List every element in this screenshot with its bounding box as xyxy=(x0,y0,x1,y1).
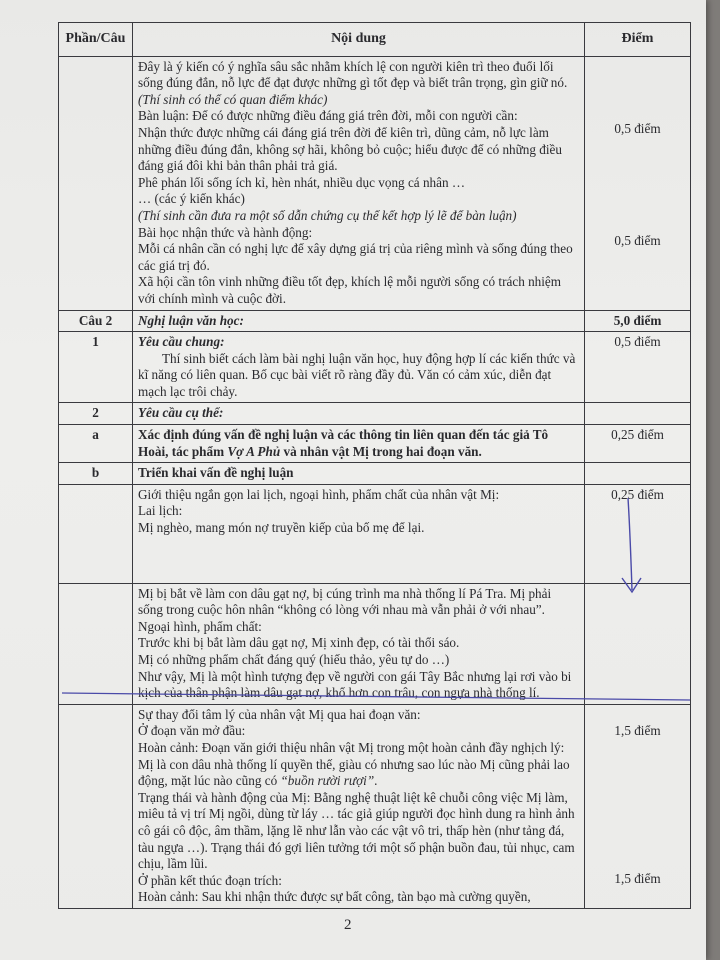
item-a-text-1: Xác định đúng vấn đề nghị luận và các thông tin liên quan đến tác giả Tô Hoài, tác phẩm xyxy=(138,427,549,459)
table-row-item-a xyxy=(59,425,691,463)
psych-state: Trạng thái và hành động của Mị: Bằng nghệ thuật liệt kê chuỗi công việc Mị làm, miêu tả vị trí Mị ngồi, dùng từ láy … tác giả giúp người đọc hình dung ra hình ảnh cô gái cô độc, âm thầm, lặng lẽ như lẫn vào các vật vô tri, thấp hèn (như tảng đá, tàu ngựa …). Trạng thái đó gợi liên tưởng tới một số phận buồn đau, tủi nhục, cam chịu, lầm lũi. xyxy=(138,789,575,872)
psych-sub-opening: Ở đoạn văn mở đầu: xyxy=(138,723,246,739)
page-number: 2 xyxy=(344,917,352,933)
mi-line: Trước khi bị bắt làm dâu gạt nợ, Mị xinh đẹp, có tài thổi sáo. xyxy=(138,635,460,651)
item-a-score: 0,25 điểm xyxy=(585,425,691,463)
answer-key-table xyxy=(58,22,691,909)
psych-context xyxy=(138,740,579,790)
score-cell-empty xyxy=(585,583,691,704)
item-b-line: Giới thiệu ngắn gọn lai lịch, ngoại hình, phẩm chất của nhân vật Mị: xyxy=(138,486,500,502)
table-row-item1 xyxy=(59,332,691,403)
item1-content xyxy=(133,332,585,403)
header-section: Phần/Câu xyxy=(59,23,133,57)
psych-quote: “buồn rười rượi” xyxy=(280,773,375,789)
score-value: 1,5 điểm xyxy=(614,722,661,738)
psych-sub-ending: Ở phần kết thúc đoạn trích: xyxy=(138,872,282,888)
header-score: Điểm xyxy=(585,23,691,57)
item1-title: Yêu cầu chung: xyxy=(138,334,225,350)
header-content: Nội dung xyxy=(133,23,585,57)
item-a-content xyxy=(133,425,585,463)
argument-score-cell xyxy=(585,56,691,310)
section-cell-empty xyxy=(59,583,133,704)
mi-line: Ngoại hình, phẩm chất: xyxy=(138,618,262,634)
argument-line: Phê phán lối sống ích kỉ, hèn nhát, nhiều dục vọng cá nhân … xyxy=(138,174,466,190)
argument-line: (Thí sinh cần đưa ra một số dẫn chứng cụ thể kết hợp lý lẽ để bàn luận) xyxy=(138,207,517,223)
table-row-item-b xyxy=(59,463,691,485)
argument-line: … (các ý kiến khác) xyxy=(138,191,245,207)
table-row-psychology xyxy=(59,704,691,908)
item-b-intro-content xyxy=(133,484,585,583)
table-row-item-b-intro xyxy=(59,484,691,583)
mi-line: Mị bị bắt về làm con dâu gạt nợ, bị cúng trình ma nhà thống lí Pá Tra. Mị phải sống trong cuộc hôn nhân “không có lòng với nhau mà vẫn phải ở với nhau”. xyxy=(138,585,552,618)
table-row-item2 xyxy=(59,403,691,425)
table-row-cau2 xyxy=(59,310,691,332)
item1-label: 1 xyxy=(59,332,133,403)
table-header-row xyxy=(59,23,691,57)
argument-line: (Thí sinh có thể có quan điểm khác) xyxy=(138,91,328,107)
cau2-score: 5,0 điểm xyxy=(585,310,691,332)
psych-context-end: . xyxy=(374,773,378,789)
score-value: 1,5 điểm xyxy=(614,871,661,887)
argument-line: Nhận thức được những cái đáng giá trên đời để kiên trì, dũng cảm, nỗ lực làm những điều đúng đắn, không sợ hãi, không bỏ cuộc; hiểu được để có những điều đáng giá đôi khi bản thân phải trả giá. xyxy=(138,124,562,174)
mi-line: Mị có những phẩm chất đáng quý (hiếu thảo, yêu tự do …) xyxy=(138,652,450,667)
item2-label: 2 xyxy=(59,403,133,425)
mi-line: Như vậy, Mị là một hình tượng đẹp về người con gái Tây Bắc nhưng lại rơi vào bi kịch của thân phận làm dâu gạt nợ, khổ hơn con trâu, con ngựa nhà thống lí. xyxy=(138,668,572,701)
item-a-work-title: Vợ A Phủ xyxy=(227,443,281,459)
score-value: 0,5 điểm xyxy=(614,233,661,249)
argument-line: Mỗi cá nhân cần có nghị lực để xây dựng giá trị của riêng mình và sống đúng theo các giá trị đó. xyxy=(138,241,573,273)
argument-content xyxy=(133,56,585,310)
item1-score: 0,5 điểm xyxy=(585,332,691,403)
blank-gap xyxy=(138,537,579,581)
argument-line: Bàn luận: Để có được những điều đáng giá trên đời, mỗi con người cần: xyxy=(138,108,518,124)
section-cell-empty xyxy=(59,56,133,310)
item2-score-empty xyxy=(585,403,691,425)
argument-line: Bài học nhận thức và hành động: xyxy=(138,224,313,240)
item-a-label: a xyxy=(59,425,133,463)
cau2-title: Nghị luận văn học: xyxy=(133,310,585,332)
item-b-score: 0,25 điểm xyxy=(585,484,691,583)
cau2-label: Câu 2 xyxy=(59,310,133,332)
item-b-title: Triển khai vấn đề nghị luận xyxy=(133,463,585,485)
table-row-mi-background xyxy=(59,583,691,704)
psych-context-ending: Hoàn cảnh: Sau khi nhận thức được sự bất công, tàn bạo mà cường quyền, xyxy=(138,889,531,905)
psychology-score-cell xyxy=(585,704,691,908)
item-a-text-2: và nhân vật Mị trong hai đoạn văn. xyxy=(280,443,482,459)
item-b-label: b xyxy=(59,463,133,485)
item-b-score-empty xyxy=(585,463,691,485)
item-b-line: Lai lịch: xyxy=(138,503,183,519)
psych-context-text: Hoàn cảnh: Đoạn văn giới thiệu nhân vật Mị trong một hoàn cảnh đầy nghịch lý: Mị là con dâu nhà thống lí quyền thế, giàu có nhưng sao lúc nào Mị cũng phải lao động, mặt lúc nào cũng có xyxy=(138,739,570,789)
mi-background-content xyxy=(133,583,585,704)
table-row-argument xyxy=(59,56,691,310)
item2-title: Yêu cầu cụ thể: xyxy=(133,403,585,425)
psych-intro: Sự thay đổi tâm lý của nhân vật Mị qua hai đoạn văn: xyxy=(138,706,421,722)
section-cell-empty xyxy=(59,704,133,908)
score-value: 0,5 điểm xyxy=(614,120,661,136)
psychology-content xyxy=(133,704,585,908)
item1-text: Thí sinh biết cách làm bài nghị luận văn học, huy động hợp lí các kiến thức và kĩ năng có liên quan. Bố cục bài viết rõ ràng đầy đủ. Văn có cảm xúc, diễn đạt mạch lạc trôi chảy. xyxy=(138,350,576,399)
item-b-line: Mị nghèo, mang món nợ truyền kiếp của bố mẹ để lại. xyxy=(138,520,425,536)
argument-line: Đây là ý kiến có ý nghĩa sâu sắc nhằm khích lệ con người kiên trì theo đuổi lối sống đúng đắn, nỗ lực để đạt được những gì tốt đẹp và biết trân trọng, gìn giữ nó. xyxy=(138,58,568,91)
section-cell-empty xyxy=(59,484,133,583)
argument-line: Xã hội cần tôn vinh những điều tốt đẹp, khích lệ mỗi người sống có trách nhiệm với chính mình và cuộc đời. xyxy=(138,274,562,306)
